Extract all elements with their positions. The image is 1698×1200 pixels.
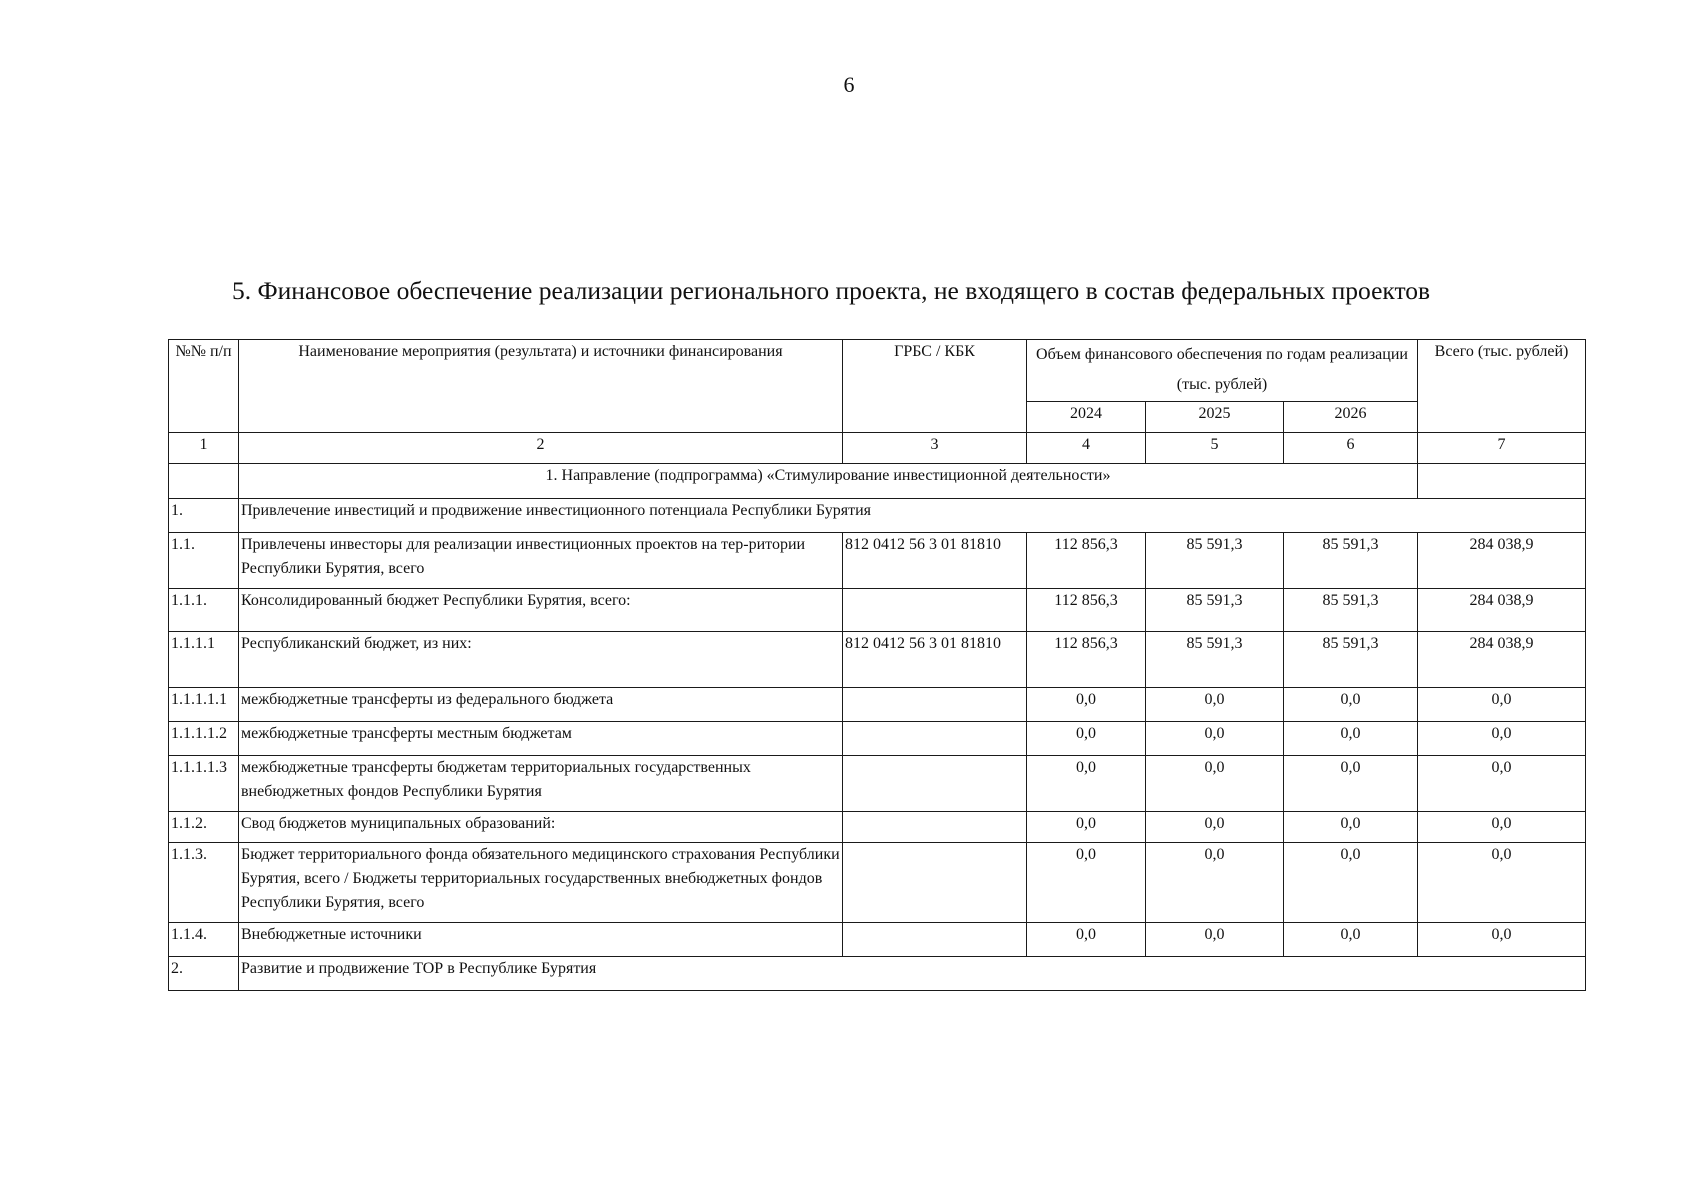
header-year-2024: 2024 — [1027, 402, 1146, 433]
row-total: 0,0 — [1418, 923, 1586, 957]
row-total: 0,0 — [1418, 843, 1586, 923]
row-name: Привлечение инвестиций и продвижение инвестиционного потенциала Республики Бурятия — [239, 499, 1586, 533]
row-kbk — [843, 923, 1027, 957]
row-total: 0,0 — [1418, 812, 1586, 843]
col-number: 7 — [1418, 433, 1586, 464]
row-num: 1. — [169, 499, 239, 533]
row-name: межбюджетные трансферты бюджетам территориальных государственных внебюджетных фондов Республики Бурятия — [239, 756, 843, 812]
row-2025: 85 591,3 — [1146, 533, 1284, 589]
row-name: Свод бюджетов муниципальных образований: — [239, 812, 843, 843]
row-2024: 0,0 — [1027, 688, 1146, 722]
row-name: Консолидированный бюджет Республики Бурятия, всего: — [239, 589, 843, 632]
row-kbk — [843, 589, 1027, 632]
row-name: Развитие и продвижение ТОР в Республике Бурятия — [239, 957, 1586, 991]
header-num: №№ п/п — [169, 340, 239, 433]
row-2025: 0,0 — [1146, 756, 1284, 812]
row-num: 1.1.4. — [169, 923, 239, 957]
row-name: Привлечены инвесторы для реализации инвестиционных проектов на тер-ритории Республики Бурятия, всего — [239, 533, 843, 589]
row-num: 1.1.2. — [169, 812, 239, 843]
col-number: 3 — [843, 433, 1027, 464]
row-2024: 112 856,3 — [1027, 533, 1146, 589]
row-2026: 85 591,3 — [1284, 589, 1418, 632]
direction-total-cell — [1418, 464, 1586, 499]
row-2026: 0,0 — [1284, 756, 1418, 812]
financing-table — [168, 339, 1586, 991]
col-number: 2 — [239, 433, 843, 464]
row-2025: 0,0 — [1146, 812, 1284, 843]
row-2025: 85 591,3 — [1146, 632, 1284, 688]
header-year-2026: 2026 — [1284, 402, 1418, 433]
row-2026: 85 591,3 — [1284, 533, 1418, 589]
row-name: Внебюджетные источники — [239, 923, 843, 957]
row-num: 1.1.1.1.3 — [169, 756, 239, 812]
col-number: 6 — [1284, 433, 1418, 464]
row-kbk — [843, 688, 1027, 722]
row-num: 1.1.3. — [169, 843, 239, 923]
row-2026: 0,0 — [1284, 722, 1418, 756]
header-total: Всего (тыс. рублей) — [1418, 340, 1586, 433]
header-year-2025: 2025 — [1146, 402, 1284, 433]
row-name: межбюджетные трансферты из федерального бюджета — [239, 688, 843, 722]
row-2024: 0,0 — [1027, 843, 1146, 923]
header-name: Наименование мероприятия (результата) и источники финансирования — [239, 340, 843, 433]
row-kbk: 812 0412 56 3 01 81810 — [843, 632, 1027, 688]
row-2026: 0,0 — [1284, 843, 1418, 923]
row-kbk — [843, 812, 1027, 843]
row-num: 1.1.1. — [169, 589, 239, 632]
row-2024: 0,0 — [1027, 812, 1146, 843]
row-2025: 0,0 — [1146, 722, 1284, 756]
row-kbk — [843, 843, 1027, 923]
row-num: 1.1.1.1.2 — [169, 722, 239, 756]
header-volume: Объем финансового обеспечения по годам реализации (тыс. рублей) — [1027, 340, 1418, 402]
row-kbk — [843, 756, 1027, 812]
direction-title: 1. Направление (подпрограмма) «Стимулирование инвестиционной деятельности» — [239, 464, 1418, 499]
row-name: Бюджет территориального фонда обязательного медицинского страхования Республики Бурятия, всего / Бюджеты территориальных государственных внебюджетных фондов Республики Бурятия, всего — [239, 843, 843, 923]
row-total: 284 038,9 — [1418, 632, 1586, 688]
row-name: межбюджетные трансферты местным бюджетам — [239, 722, 843, 756]
col-number: 1 — [169, 433, 239, 464]
row-2024: 0,0 — [1027, 923, 1146, 957]
row-num: 1.1.1.1.1 — [169, 688, 239, 722]
row-2026: 0,0 — [1284, 812, 1418, 843]
row-num: 1.1. — [169, 533, 239, 589]
row-2024: 0,0 — [1027, 756, 1146, 812]
col-number: 5 — [1146, 433, 1284, 464]
row-2025: 0,0 — [1146, 923, 1284, 957]
row-total: 284 038,9 — [1418, 589, 1586, 632]
direction-num-cell — [169, 464, 239, 499]
section-title: 5. Финансовое обеспечение реализации регионального проекта, не входящего в состав федеральных проектов — [232, 276, 1431, 305]
row-2025: 0,0 — [1146, 843, 1284, 923]
row-total: 0,0 — [1418, 722, 1586, 756]
row-total: 284 038,9 — [1418, 533, 1586, 589]
row-kbk — [843, 722, 1027, 756]
row-2025: 85 591,3 — [1146, 589, 1284, 632]
row-kbk: 812 0412 56 3 01 81810 — [843, 533, 1027, 589]
row-num: 1.1.1.1 — [169, 632, 239, 688]
row-total: 0,0 — [1418, 756, 1586, 812]
row-2025: 0,0 — [1146, 688, 1284, 722]
row-name: Республиканский бюджет, из них: — [239, 632, 843, 688]
row-2026: 0,0 — [1284, 923, 1418, 957]
row-2024: 112 856,3 — [1027, 632, 1146, 688]
row-2026: 0,0 — [1284, 688, 1418, 722]
row-num: 2. — [169, 957, 239, 991]
row-2024: 0,0 — [1027, 722, 1146, 756]
row-2024: 112 856,3 — [1027, 589, 1146, 632]
col-number: 4 — [1027, 433, 1146, 464]
row-2026: 85 591,3 — [1284, 632, 1418, 688]
row-total: 0,0 — [1418, 688, 1586, 722]
header-grbs: ГРБС / КБК — [843, 340, 1027, 433]
page-number: 6 — [843, 72, 855, 97]
